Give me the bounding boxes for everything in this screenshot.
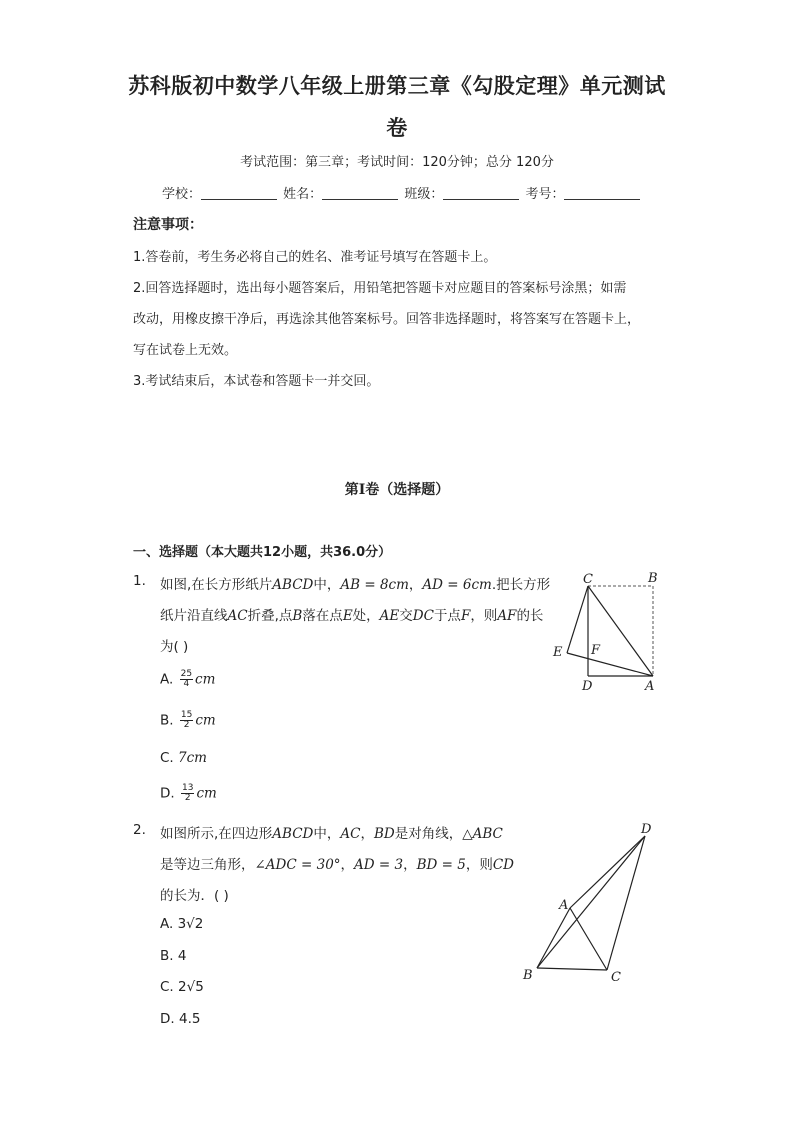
q1-text: ， [408, 577, 423, 593]
q1-option-b[interactable] [160, 711, 216, 730]
class-label: 班级： [404, 187, 444, 202]
option-value: 2√5 [178, 979, 204, 995]
numerator: 13 [181, 783, 194, 793]
note-1: 1.答卷前，考生务必将自己的姓名、准考证号填写在答题卡上。 [133, 250, 497, 265]
q2-option-b[interactable] [160, 948, 186, 964]
q2-text: 如图所示,在四边形 [160, 826, 273, 842]
denominator: 4 [183, 679, 190, 689]
label-b: B [523, 968, 533, 983]
q1-text: ，则 [470, 608, 498, 624]
note-2-line3: 写在试卷上无效。 [133, 343, 238, 358]
q1-math: F [460, 608, 471, 624]
q1-text: 纸片沿直线 [160, 608, 228, 624]
label-b: B [648, 571, 658, 586]
part-title: 一、选择题（本大题共12小题，共36.0分） [133, 545, 392, 560]
segment-ea [567, 653, 653, 676]
name-blank[interactable] [322, 187, 398, 200]
option-label: B. [160, 948, 174, 964]
q2-math: BD [373, 826, 395, 842]
label-c: C [611, 970, 621, 985]
q1-figure [545, 568, 675, 698]
option-label: D. [160, 785, 175, 802]
label-c: C [583, 572, 593, 587]
q1-math: AB = 8cm [340, 577, 409, 593]
q1-text: 折叠,点 [247, 608, 293, 624]
label-e: E [553, 645, 563, 660]
denominator: 2 [183, 720, 190, 730]
q1-text: 交 [399, 608, 413, 624]
q1-text: 于点 [433, 608, 461, 624]
q2-option-a[interactable] [160, 916, 203, 932]
q2-math: CD [492, 857, 514, 873]
q2-math: BD = 5 [416, 857, 466, 873]
q2-math: ABCD [272, 826, 314, 842]
note-2-line1: 2.回答选择题时，选出每小题答案后，用铅笔把答题卡对应题目的答案标号涂黑；如需 [133, 281, 627, 296]
option-label: A. [160, 671, 174, 688]
unit: cm [195, 712, 216, 729]
fraction [180, 670, 193, 689]
segment-ce [567, 586, 588, 653]
q1-option-a[interactable] [160, 670, 215, 689]
q1-math: B [292, 608, 303, 624]
q1-option-c[interactable] [160, 750, 207, 766]
q2-line1 [160, 822, 503, 842]
q2-line3: 的长为．( ) [160, 888, 229, 904]
option-label: A. [160, 916, 174, 932]
q2-math: AC [340, 826, 361, 842]
label-d: D [582, 679, 593, 694]
class-blank[interactable] [443, 187, 519, 200]
numerator: 15 [180, 710, 193, 720]
option-value: 4.5 [178, 1011, 201, 1027]
option-value: 4 [177, 948, 187, 964]
q2-figure [515, 818, 665, 988]
numerator: 25 [180, 669, 193, 679]
unit: cm [195, 671, 216, 688]
q1-math: AC [227, 608, 248, 624]
q1-math: AE [379, 608, 400, 624]
q2-text: ，则 [465, 857, 493, 873]
q2-math: AD = 3 [354, 857, 404, 873]
q2-option-d[interactable] [160, 1011, 200, 1027]
q1-number: 1. [133, 573, 146, 589]
school-blank[interactable] [201, 187, 277, 200]
q1-text: 中， [313, 577, 341, 593]
label-a: A [559, 898, 569, 913]
denominator: 2 [184, 793, 191, 803]
q2-text: ， [360, 826, 374, 842]
fraction [181, 784, 194, 803]
q1-math: ABCD [272, 577, 314, 593]
q1-text: 处， [352, 608, 380, 624]
number-label: 考号： [525, 187, 565, 202]
q1-math: AF [497, 608, 517, 624]
label-a: A [645, 679, 655, 694]
exam-subtitle: 考试范围：第三章；考试时间：120分钟；总分 120分 [240, 155, 554, 170]
label-d: D [641, 822, 652, 837]
q1-math: DC [412, 608, 434, 624]
q1-text: 的长 [516, 608, 544, 624]
label-f: F [591, 643, 601, 658]
notes-heading: 注意事项： [133, 217, 203, 233]
q2-text: ， [403, 857, 417, 873]
name-label: 姓名： [283, 187, 323, 202]
q1-line3: 为( ) [160, 639, 189, 655]
q1-math: E [342, 608, 353, 624]
segment-bd [537, 836, 645, 968]
q2-math: ∠ADC = 30° [254, 857, 341, 873]
q2-number: 2. [133, 822, 146, 838]
q2-text: 是对角线， [394, 826, 463, 842]
q2-text: 是等边三角形， [160, 857, 255, 873]
q1-text: 落在点 [302, 608, 343, 624]
q1-text: .把长方形 [491, 577, 551, 593]
segment-ad [570, 836, 645, 908]
note-2-line2: 改动，用橡皮擦干净后，再选涂其他答案标号。回答非选择题时，将答案写在答题卡上， [133, 312, 641, 327]
segment-ac [570, 908, 607, 970]
q2-text: ， [340, 857, 355, 873]
section-title: 第I卷（选择题） [344, 482, 450, 498]
q2-option-c[interactable] [160, 979, 204, 995]
q2-math: △ABC [462, 826, 503, 842]
q1-line2 [160, 604, 543, 624]
q2-line2 [160, 853, 514, 873]
option-label: D. [160, 1011, 175, 1027]
q2-text: 中， [313, 826, 341, 842]
exam-title-line2: 卷 [386, 115, 408, 140]
q1-line1 [160, 573, 550, 593]
option-label: C. [160, 979, 174, 995]
number-blank[interactable] [564, 187, 640, 200]
q1-option-d[interactable] [160, 784, 217, 803]
fraction [180, 711, 193, 730]
school-label: 学校： [162, 187, 202, 202]
note-3: 3.考试结束后，本试卷和答题卡一并交回。 [133, 374, 380, 389]
option-label: C. [160, 750, 174, 766]
q1-text: 如图,在长方形纸片 [160, 577, 273, 593]
exam-title-line1: 苏科版初中数学八年级上册第三章《勾股定理》单元测试 [128, 73, 666, 98]
option-value: 3√2 [177, 916, 204, 932]
unit: cm [196, 785, 217, 802]
segment-ba [537, 908, 570, 968]
segment-bc [537, 968, 607, 970]
segment-cd [607, 836, 645, 970]
student-info-row [162, 183, 642, 202]
segment-ca [588, 586, 653, 676]
option-value: 7cm [178, 750, 207, 766]
q1-math: AD = 6cm [422, 577, 492, 593]
option-label: B. [160, 712, 174, 729]
